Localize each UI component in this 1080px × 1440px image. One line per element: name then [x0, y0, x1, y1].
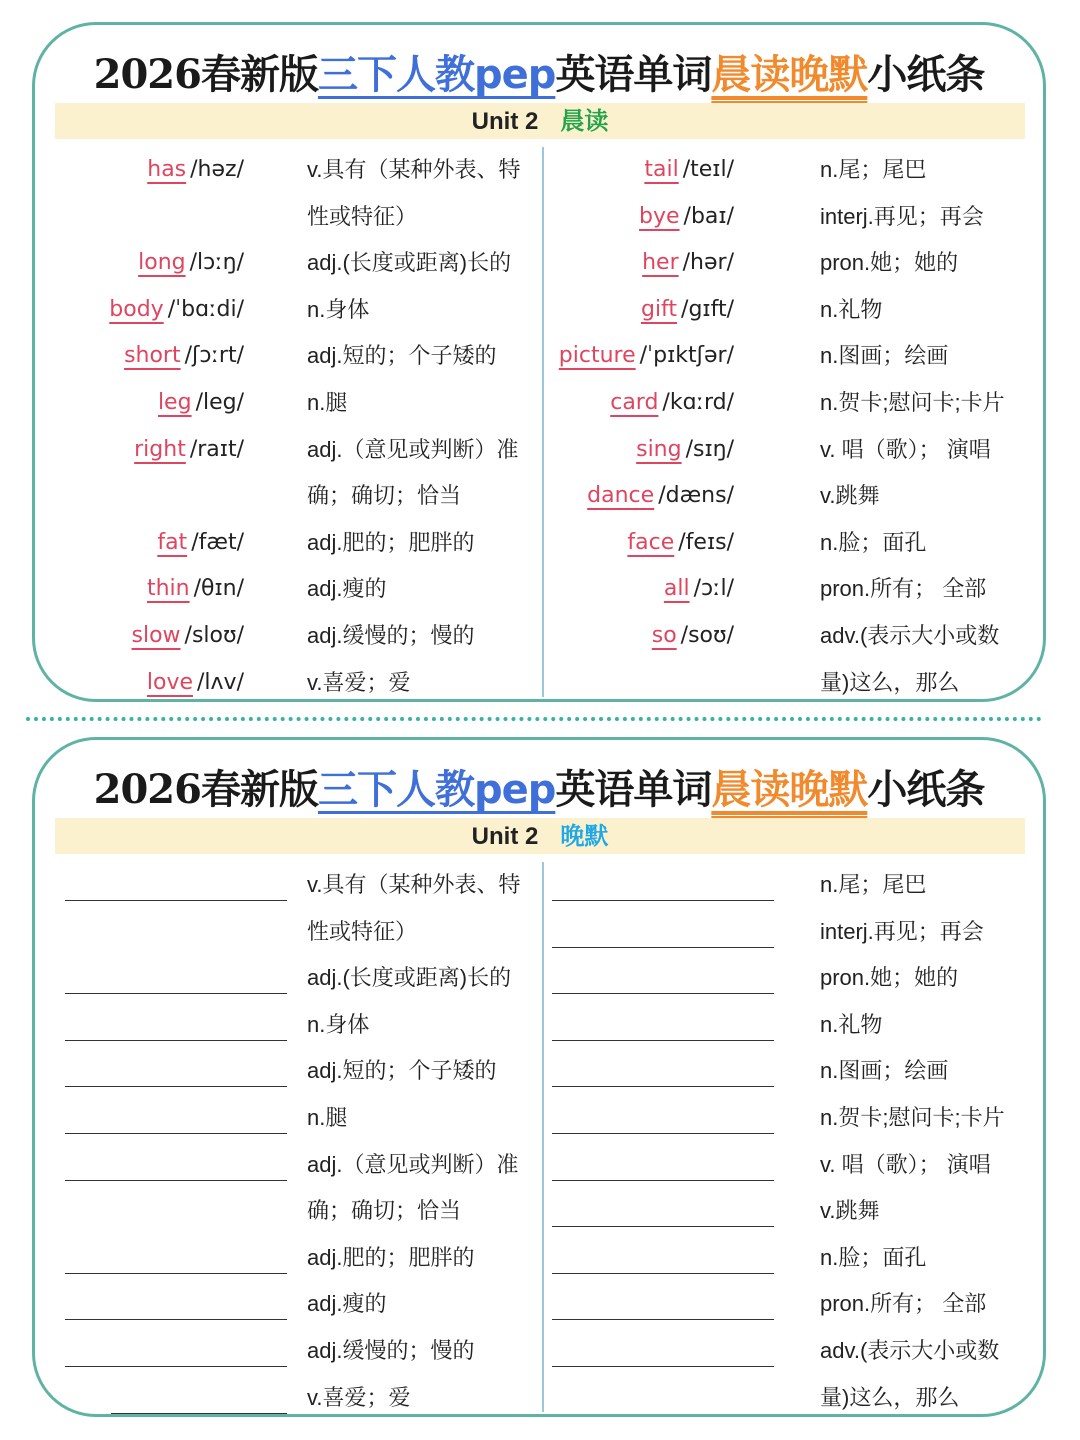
unit-label: Unit 2	[471, 823, 539, 850]
english-word: face	[627, 529, 675, 555]
chinese-meaning: n.身体	[307, 296, 370, 322]
chinese-meaning: v.跳舞	[820, 483, 880, 509]
chinese-meaning: v. 唱（歌）； 演唱	[820, 436, 991, 462]
vocab-word-entry	[147, 660, 244, 706]
vocab-word-entry	[559, 333, 734, 379]
vocab-word-entry	[664, 566, 734, 612]
phonetic: /teɪl/	[682, 157, 734, 182]
chinese-meaning: 量)这么，那么	[820, 1384, 960, 1410]
chinese-meaning: adj.（意见或判断）准	[307, 436, 519, 462]
phonetic: /lʌv/	[197, 669, 244, 695]
vocab-word-entry	[587, 473, 734, 519]
chinese-meaning: adj.(长度或距离)长的	[307, 250, 512, 276]
answer-blank-line[interactable]	[65, 900, 287, 901]
english-word: picture	[558, 343, 636, 369]
vocab-word-entry	[124, 333, 244, 379]
vocab-word-entry	[109, 287, 244, 333]
english-word: body	[109, 296, 164, 322]
title-middle: 英语单词	[555, 766, 712, 813]
english-word: fat	[157, 529, 188, 555]
vocab-word-entry	[157, 520, 244, 566]
chinese-meaning: adj.短的；个子矮的	[307, 1058, 497, 1084]
title-prefix: 2026春新版	[93, 766, 318, 813]
phonetic: /gɪft/	[681, 296, 734, 322]
unit-band	[55, 103, 1025, 139]
answer-blank-line[interactable]	[65, 1366, 287, 1367]
english-word: leg	[157, 390, 192, 415]
chinese-meaning: adj.肥的；肥胖的	[307, 529, 475, 555]
chinese-meaning: n.身体	[307, 1011, 370, 1037]
vocab-word-entry	[134, 427, 244, 473]
chinese-meaning: adv.(表示大小或数	[820, 623, 1000, 648]
chinese-meaning: adv.(表示大小或数	[820, 1338, 1000, 1363]
english-word: thin	[146, 576, 190, 602]
answer-blank-line[interactable]	[552, 1226, 774, 1227]
title-blue: 三下人教pep	[317, 52, 556, 98]
chinese-meaning: v.具有（某种外表、特	[307, 872, 521, 897]
english-word: tail	[644, 157, 679, 182]
evening-dictation-card	[32, 737, 1046, 1417]
chinese-meaning: pron.她；她的	[820, 250, 959, 276]
chinese-meaning: n.腿	[307, 1105, 348, 1130]
vocab-word-entry	[641, 287, 734, 333]
phonetic: /raɪt/	[189, 436, 244, 462]
answer-blank-line[interactable]	[65, 993, 287, 994]
chinese-meaning: n.贺卡;慰问卡;卡片	[820, 1105, 1005, 1130]
english-word: short	[124, 343, 181, 369]
chinese-meaning: 确；确切；恰当	[307, 483, 462, 509]
answer-blank-line[interactable]	[552, 1086, 774, 1087]
chinese-meaning: v.具有（某种外表、特	[307, 157, 521, 182]
answer-blank-line[interactable]	[65, 1180, 287, 1181]
chinese-meaning: pron.所有； 全部	[820, 576, 987, 602]
vocab-word-entry	[642, 240, 734, 286]
session-tag: 晚默	[560, 822, 609, 850]
chinese-meaning: interj.再见；再会	[820, 203, 984, 229]
vocab-word-entry	[627, 520, 734, 566]
chinese-meaning: pron.她；她的	[820, 965, 959, 991]
phonetic: /həz/	[190, 157, 244, 182]
chinese-meaning: 性或特征）	[307, 203, 418, 229]
phonetic: /hər/	[682, 250, 734, 276]
chinese-meaning: n.尾；尾巴	[820, 872, 927, 897]
english-word: love	[146, 669, 194, 695]
answer-blank-line[interactable]	[65, 1273, 287, 1274]
card-title	[35, 758, 1043, 815]
phonetic: /fæt/	[191, 529, 244, 555]
title-blue: 三下人教pep	[317, 767, 556, 813]
chinese-meaning: n.图画；绘画	[820, 343, 949, 369]
title-middle: 英语单词	[555, 51, 712, 98]
answer-blank-line[interactable]	[65, 1086, 287, 1087]
english-word: bye	[639, 203, 680, 229]
chinese-meaning: n.脸；面孔	[820, 1244, 927, 1270]
chinese-meaning: v. 唱（歌）； 演唱	[820, 1151, 991, 1177]
answer-blank-line[interactable]	[552, 900, 774, 901]
vocab-word-entry	[610, 380, 734, 426]
answer-blank-line[interactable]	[552, 993, 774, 994]
chinese-meaning: adj.缓慢的；慢的	[307, 1338, 475, 1363]
title-orange: 晨读晚默	[711, 52, 868, 98]
answer-blank-line[interactable]	[111, 1413, 287, 1414]
chinese-meaning: interj.再见；再会	[820, 918, 984, 944]
phonetic: /kɑːrd/	[662, 390, 734, 415]
chinese-meaning: 量)这么，那么	[820, 669, 960, 695]
english-word: her	[642, 250, 679, 276]
answer-blank-line[interactable]	[552, 1319, 774, 1320]
answer-blank-line[interactable]	[552, 1366, 774, 1367]
vocab-word-entry	[138, 240, 244, 286]
phonetic: /baɪ/	[683, 203, 734, 229]
answer-blank-line[interactable]	[552, 1273, 774, 1274]
phonetic: /soʊ/	[680, 623, 734, 648]
title-orange: 晨读晚默	[711, 767, 868, 813]
english-word: has	[147, 157, 187, 182]
answer-blank-line[interactable]	[65, 1319, 287, 1320]
vocab-word-entry	[644, 147, 734, 193]
phonetic: /sɪŋ/	[685, 436, 734, 462]
vocab-word-entry	[636, 427, 734, 473]
answer-blank-line[interactable]	[552, 1133, 774, 1134]
english-word: slow	[131, 623, 181, 648]
chinese-meaning: adj.短的；个子矮的	[307, 343, 497, 369]
phonetic: /feɪs/	[678, 529, 734, 555]
phonetic: /θɪn/	[193, 576, 244, 602]
unit-band	[55, 818, 1025, 854]
answer-blank-line[interactable]	[552, 1040, 774, 1041]
chinese-meaning: adj.（意见或判断）准	[307, 1151, 519, 1177]
chinese-meaning: pron.所有； 全部	[820, 1291, 987, 1317]
phonetic: /ɔːl/	[693, 576, 734, 602]
english-word: dance	[587, 483, 655, 509]
chinese-meaning: n.贺卡;慰问卡;卡片	[820, 390, 1005, 415]
title-suffix: 小纸条	[867, 51, 985, 98]
vocab-word-entry	[132, 613, 244, 659]
vocab-word-entry	[147, 147, 244, 193]
dotted-separator	[26, 717, 1042, 721]
answer-blank-line[interactable]	[65, 1040, 287, 1041]
chinese-meaning: n.礼物	[820, 296, 883, 322]
column-divider	[542, 862, 544, 1412]
phonetic: /ˈpɪktʃər/	[639, 343, 734, 369]
vocab-word-entry	[158, 380, 244, 426]
chinese-meaning: adj.瘦的	[307, 1291, 387, 1317]
phonetic: /sloʊ/	[184, 623, 244, 648]
answer-blank-line[interactable]	[552, 1180, 774, 1181]
answer-blank-line[interactable]	[65, 1133, 287, 1134]
vocab-word-entry	[652, 613, 734, 659]
english-word: gift	[640, 296, 678, 322]
chinese-meaning: v.跳舞	[820, 1198, 880, 1224]
phonetic: /lɔːŋ/	[189, 250, 244, 276]
vocab-word-entry	[147, 566, 244, 612]
morning-reading-card	[32, 22, 1046, 702]
chinese-meaning: adj.缓慢的；慢的	[307, 623, 475, 648]
chinese-meaning: 确；确切；恰当	[307, 1198, 462, 1224]
chinese-meaning: n.腿	[307, 390, 348, 415]
chinese-meaning: n.图画；绘画	[820, 1058, 949, 1084]
phonetic: /leg/	[195, 390, 244, 415]
unit-label: Unit 2	[471, 108, 539, 135]
english-word: card	[610, 390, 659, 415]
chinese-meaning: v.喜爱；爱	[307, 1384, 411, 1410]
chinese-meaning: v.喜爱；爱	[307, 669, 411, 695]
chinese-meaning: adj.瘦的	[307, 576, 387, 602]
phonetic: /ʃɔːrt/	[184, 343, 244, 369]
title-suffix: 小纸条	[867, 766, 985, 813]
chinese-meaning: n.礼物	[820, 1011, 883, 1037]
chinese-meaning: adj.(长度或距离)长的	[307, 965, 512, 991]
vocab-word-entry	[639, 194, 734, 240]
phonetic: /dæns/	[658, 483, 734, 509]
answer-blank-line[interactable]	[552, 947, 774, 948]
english-word: so	[651, 623, 677, 648]
english-word: all	[663, 576, 690, 602]
english-word: right	[134, 436, 186, 462]
title-prefix: 2026春新版	[93, 51, 318, 98]
chinese-meaning: n.脸；面孔	[820, 529, 927, 555]
card-title	[35, 43, 1043, 100]
session-tag: 晨读	[560, 107, 609, 135]
english-word: sing	[636, 436, 682, 462]
chinese-meaning: adj.肥的；肥胖的	[307, 1244, 475, 1270]
chinese-meaning: 性或特征）	[307, 918, 418, 944]
english-word: long	[138, 250, 186, 276]
column-divider	[542, 147, 544, 697]
phonetic: /ˈbɑːdi/	[167, 296, 244, 322]
chinese-meaning: n.尾；尾巴	[820, 157, 927, 182]
